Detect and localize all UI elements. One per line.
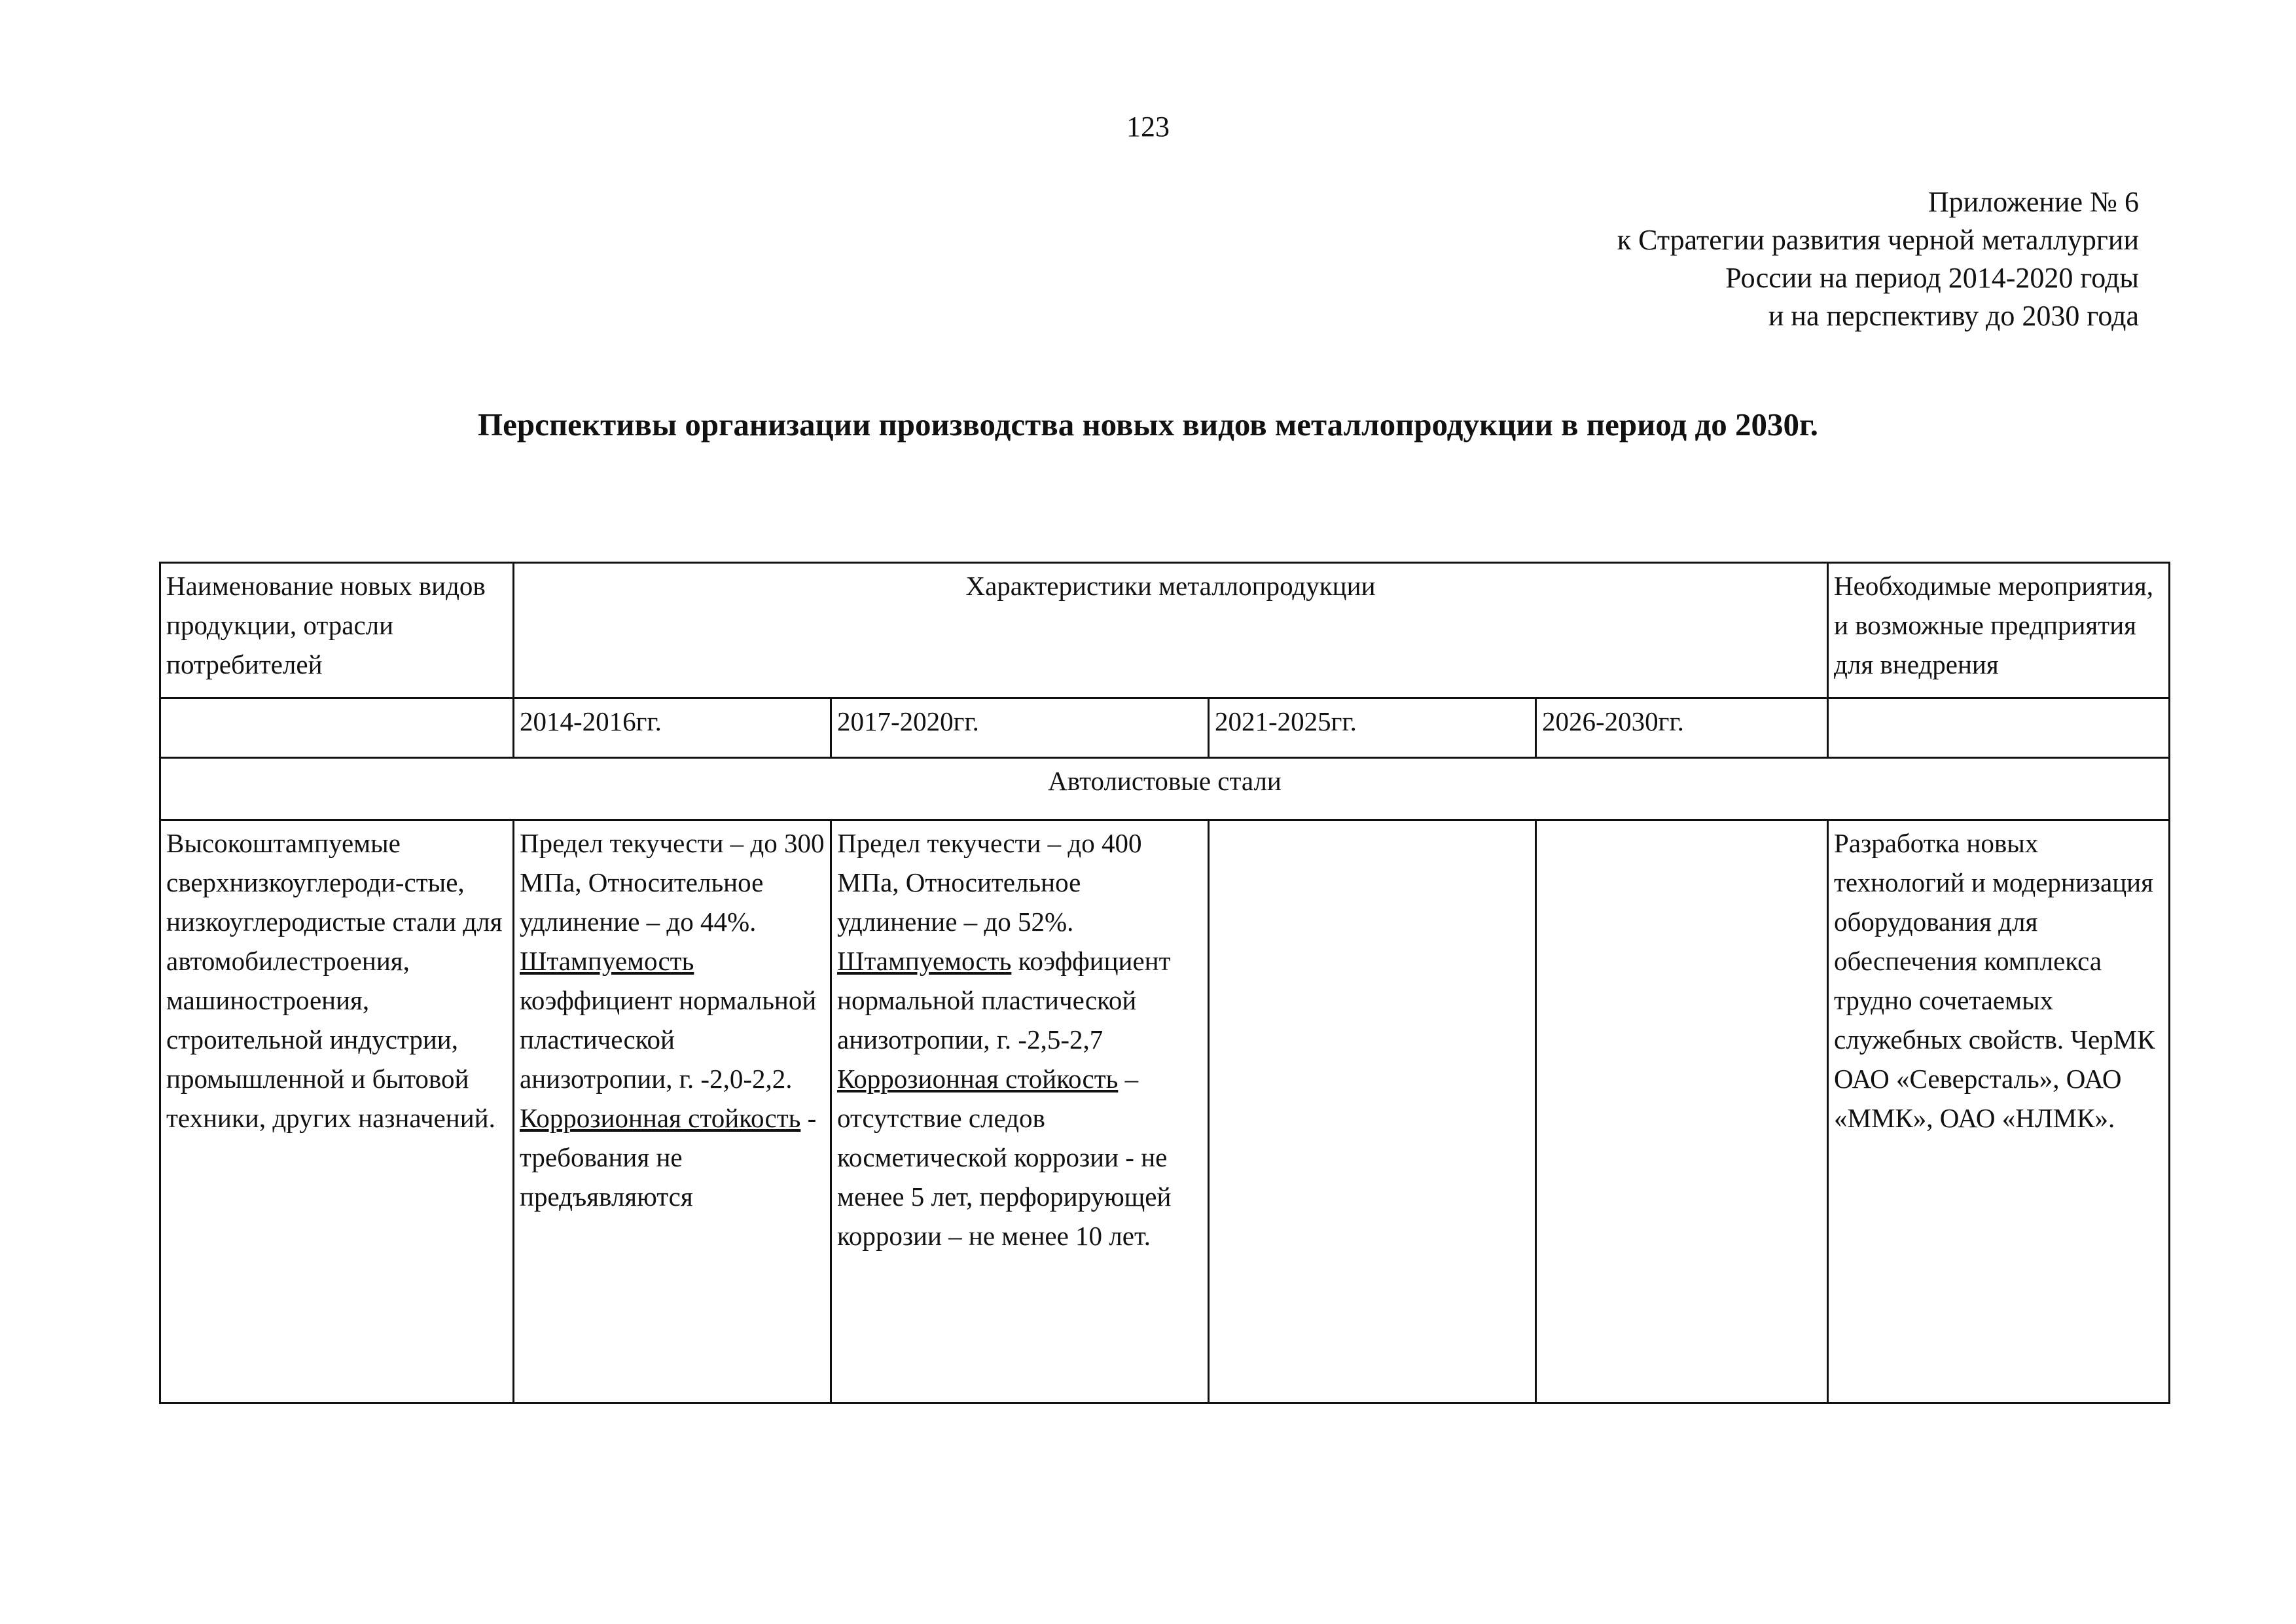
header-characteristics: Характеристики металлопродукции	[514, 563, 1828, 698]
elongation-text: Относительное удлинение – до 44%.	[520, 867, 764, 937]
appendix-reference	[1617, 183, 2139, 335]
appendix-line: России на период 2014-2020 годы	[1725, 262, 2139, 294]
appendix-line: и на перспективу до 2030 года	[1768, 300, 2139, 332]
document-title: Перспективы организации производства новых видов металлопродукции в период до 2030г.	[478, 406, 1818, 442]
period-row	[160, 698, 2170, 758]
product-name-cell: Высокоштампуемые сверхнизкоуглероди-стые, низкоуглеродистые стали для автомобилестроения, машиностроения, строительной индустрии, промышленной и бытовой техники, других назначений.	[160, 820, 514, 1403]
appendix-line: Приложение № 6	[1928, 186, 2139, 218]
page-number: 123	[1126, 111, 1170, 143]
period-2026-2030: 2026-2030гг.	[1536, 698, 1828, 758]
yield-strength-text: Предел текучести – до 300 МПа,	[520, 828, 825, 897]
characteristics-2021-2025	[1209, 820, 1536, 1403]
period-empty-cell	[160, 698, 514, 758]
characteristics-2017-2020	[831, 820, 1209, 1403]
period-2017-2020: 2017-2020гг.	[831, 698, 1209, 758]
appendix-line: к Стратегии развития черной металлургии	[1617, 224, 2139, 256]
metal-products-table	[159, 562, 2170, 1404]
period-2014-2016: 2014-2016гг.	[514, 698, 831, 758]
table-row	[160, 820, 2170, 1403]
period-empty-cell	[1828, 698, 2170, 758]
stampability-label: Штампуемость	[837, 946, 1012, 976]
stampability-label: Штампуемость	[520, 946, 694, 976]
elongation-text: Относительное удлинение – до 52%.	[837, 867, 1081, 937]
table-header-row	[160, 563, 2170, 698]
section-auto-sheet-steels: Автолистовые стали	[160, 758, 2170, 820]
stampability-text: коэффициент нормальной пластической анизотропии, г. -2,5-2,7	[837, 946, 1171, 1055]
corrosion-label: Коррозионная стойкость	[837, 1064, 1119, 1094]
header-product-name: Наименование новых видов продукции, отрасли потребителей	[160, 563, 514, 698]
corrosion-text: – отсутствие следов косметической коррозии - не менее 5 лет, перфорирующей коррозии – не менее 10 лет.	[837, 1064, 1172, 1251]
stampability-text: коэффициент нормальной пластической анизотропии, г. -2,0-2,2.	[520, 985, 817, 1094]
measures-cell: Разработка новых технологий и модернизация оборудования для обеспечения комплекса трудно сочетаемых служебных свойств. ЧерМК ОАО «Северсталь», ОАО «ММК», ОАО «НЛМК».	[1828, 820, 2170, 1403]
characteristics-2014-2016	[514, 820, 831, 1403]
header-measures: Необходимые мероприятия, и возможные предприятия для внедрения	[1828, 563, 2170, 698]
section-row	[160, 758, 2170, 820]
corrosion-text: - требования не предъявляются	[520, 1103, 817, 1212]
yield-strength-text: Предел текучести – до 400 МПа,	[837, 828, 1142, 897]
period-2021-2025: 2021-2025гг.	[1209, 698, 1536, 758]
characteristics-2026-2030	[1536, 820, 1828, 1403]
corrosion-label: Коррозионная стойкость	[520, 1103, 801, 1133]
